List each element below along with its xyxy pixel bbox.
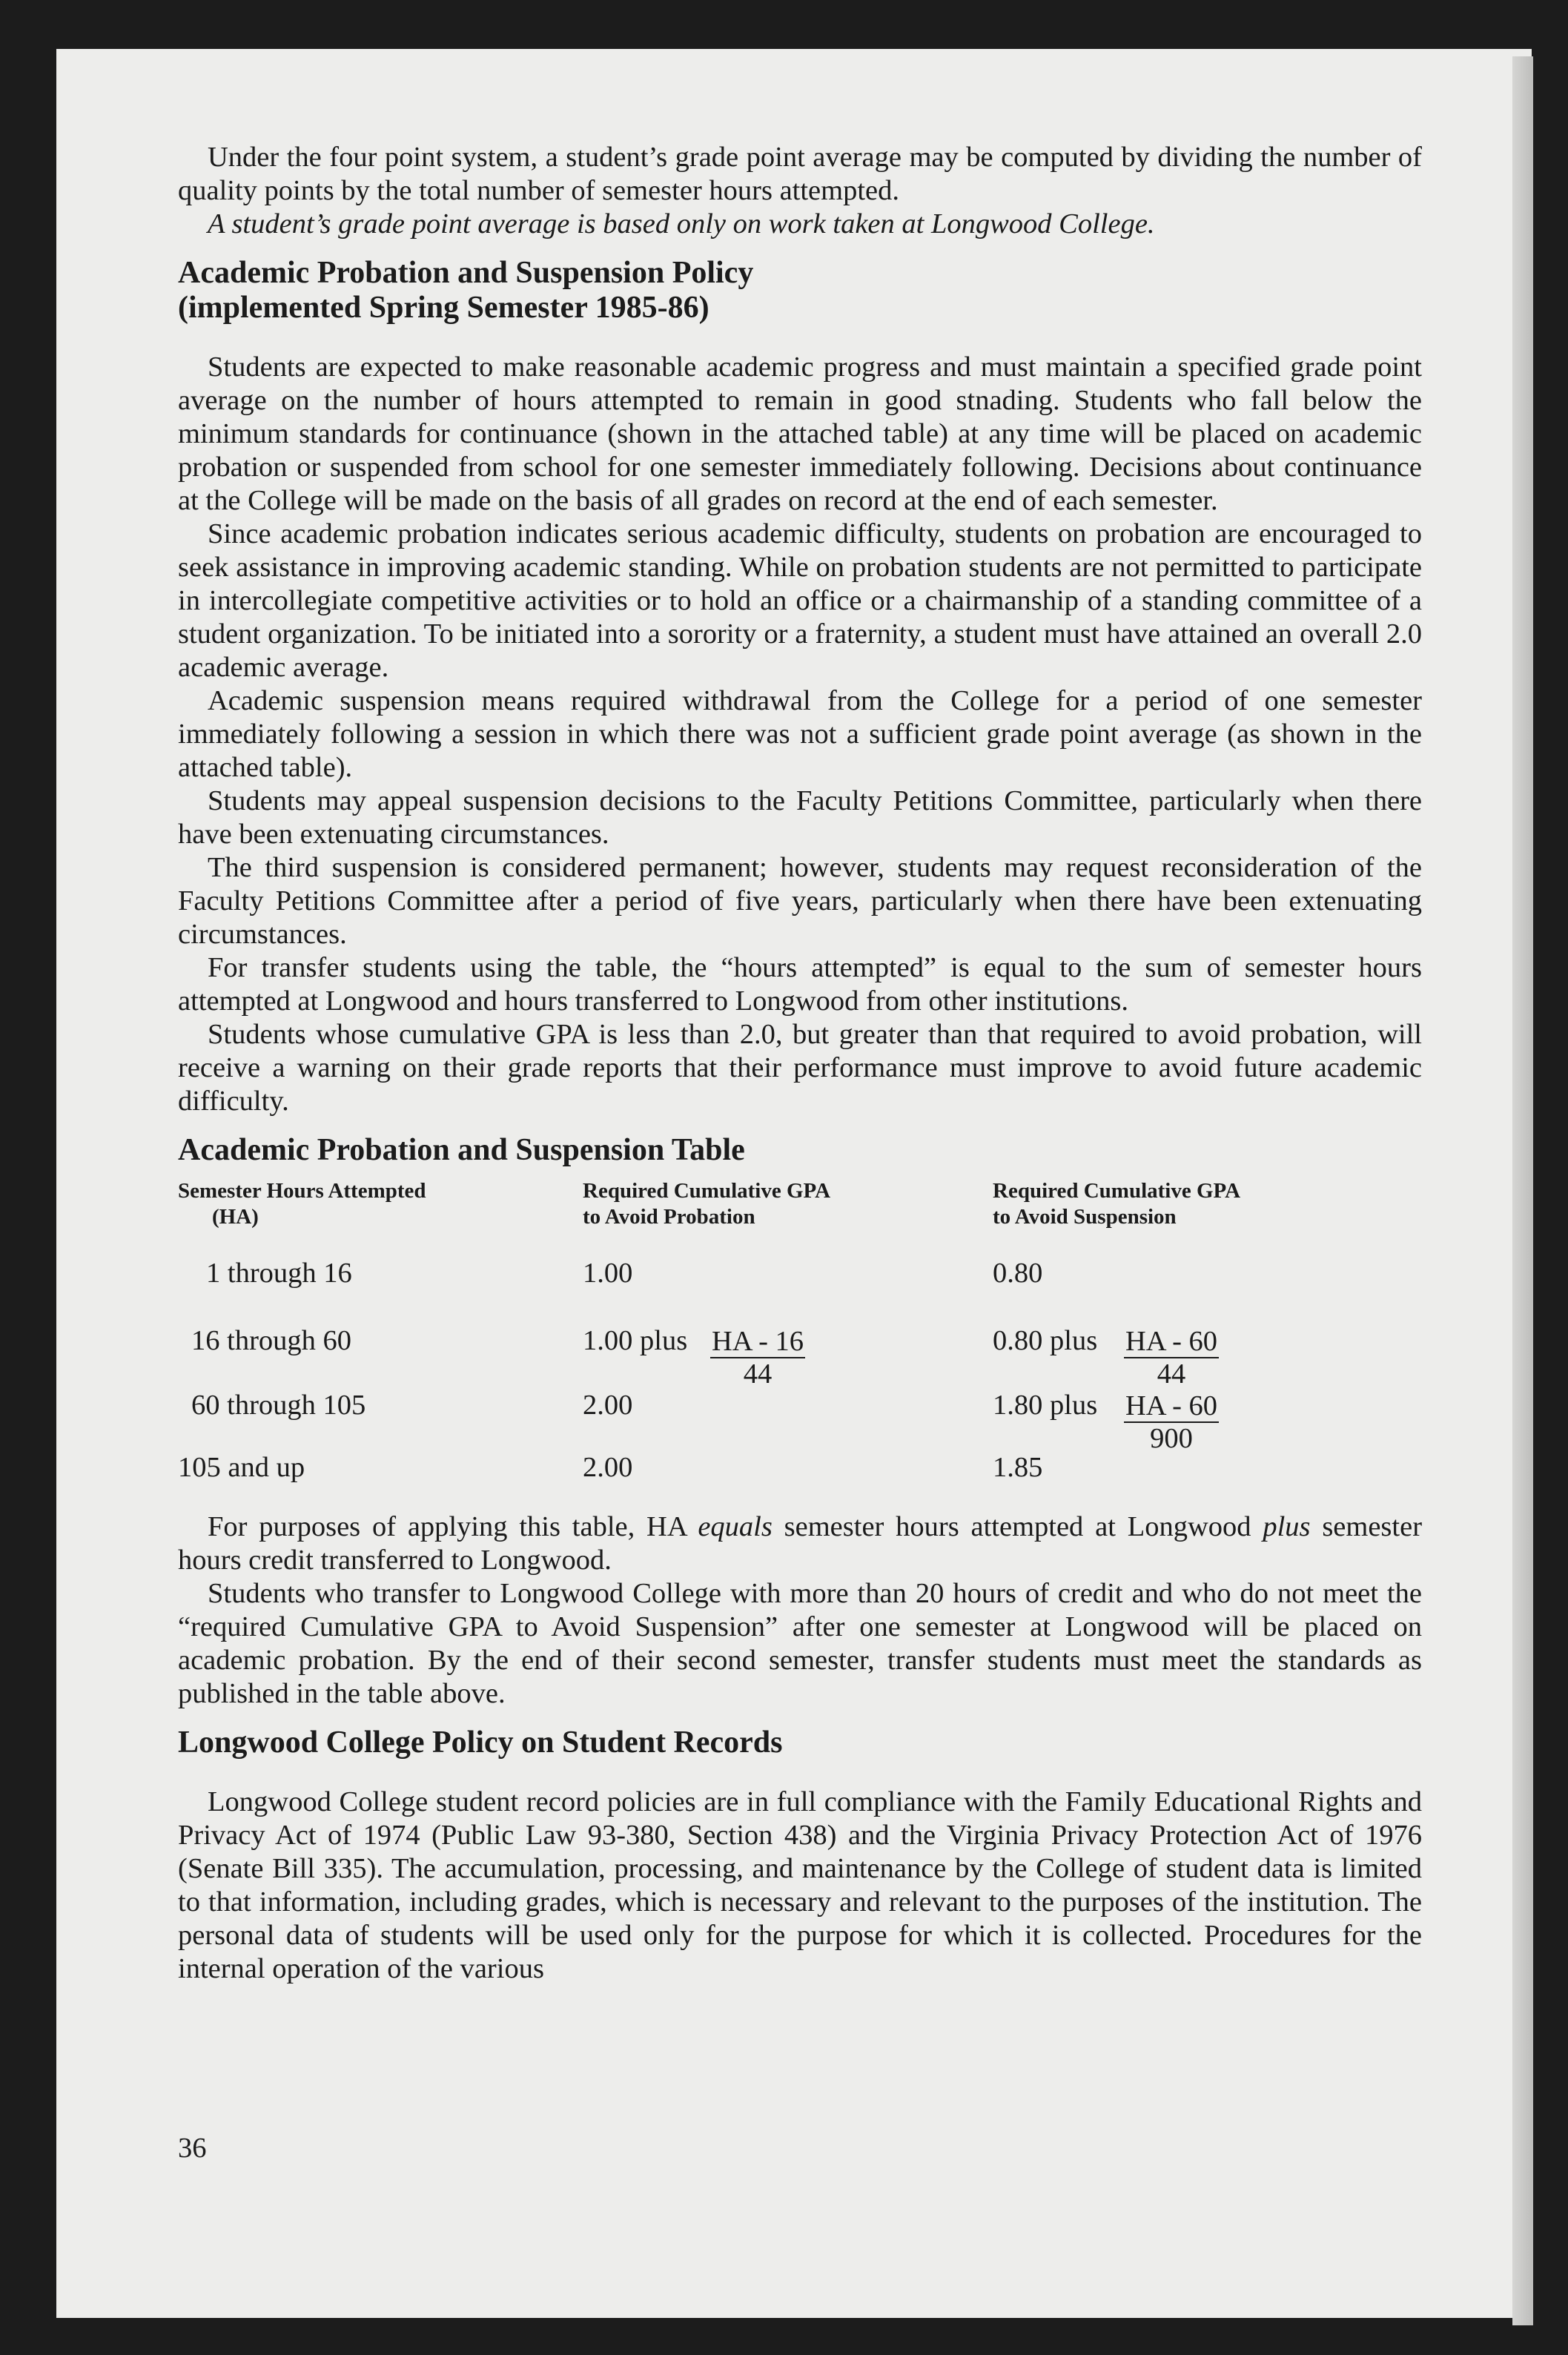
- probation-policy-heading: Academic Probation and Suspension Policy: [178, 256, 754, 290]
- intro-paragraph: Under the four point system, a student’s grade point average may be computed by dividing the number of quality points by the total number of semester hours attempted.: [178, 142, 1422, 206]
- col-hours-title: Semester Hours Attempted: [178, 1179, 426, 1203]
- col-suspension-header: [993, 1178, 1240, 1230]
- probation-policy-subheading: (implemented Spring Semester 1985-86): [178, 291, 709, 325]
- table-cell-hours: 105 and up: [178, 1452, 305, 1483]
- table-cell-hours: 1 through 16: [206, 1258, 352, 1289]
- fraction-denominator: 900: [1150, 1423, 1193, 1454]
- policy-paragraph: The third suspension is considered permanent; however, students may request reconsideration of the Faculty Petitions Committee after a period of five years, particularly when there have been extenuating circumstances.: [178, 852, 1422, 950]
- table-cell-suspension: 1.85: [993, 1452, 1043, 1483]
- page-edge: [1512, 56, 1533, 2325]
- table-cell-probation: 1.00 plus: [583, 1325, 688, 1356]
- policy-paragraph: Students whose cumulative GPA is less than 2.0, but greater than that required to avoid probation, will receive a warning on their grade reports that their performance must improve to avoid future academic difficulty.: [178, 1019, 1422, 1117]
- policy-paragraph: Academic suspension means required withdrawal from the College for a period of one semester immediately following a session in which there was not a sufficient grade point average (as shown in the attached table).: [178, 685, 1422, 783]
- intro-italic-note: A student’s grade point average is based only on work taken at Longwood College.: [208, 208, 1155, 240]
- transfer-paragraph: Students who transfer to Longwood College with more than 20 hours of credit and who do not meet the “required Cumulative GPA to Avoid Suspension” after one semester at Longwood will be placed on academic probation. By the end of their second semester, transfer students must meet the standards as published in the table above.: [178, 1578, 1422, 1709]
- policy-paragraph: For transfer students using the table, the “hours attempted” is equal to the sum of semester hours attempted at Longwood and hours transferred to Longwood from other institutions.: [178, 952, 1422, 1017]
- probation-fraction: [710, 1326, 805, 1390]
- suspension-fraction: [1124, 1390, 1219, 1454]
- page-number: 36: [178, 2133, 207, 2164]
- col-probation-title: Required Cumulative GPA: [583, 1179, 831, 1203]
- policy-paragraph: Students are expected to make reasonable academic progress and must maintain a specified grade point average on the number of hours attempted to remain in good stnading. Students who fall below the minimum standards for continuance (shown in the attached table) at any time will be placed on academic probation or suspended from school for one semester immediately following. Decisions about continuance at the College will be made on the basis of all grades on record at the end of each semester.: [178, 351, 1422, 516]
- fraction-denominator: 44: [1157, 1358, 1186, 1390]
- fraction-numerator: HA - 60: [1125, 1390, 1218, 1421]
- table-header: [178, 1178, 1422, 1239]
- table-cell-hours: 16 through 60: [191, 1325, 352, 1356]
- fraction-numerator: HA - 16: [712, 1326, 804, 1357]
- emphasis-equals: equals: [698, 1511, 773, 1542]
- suspension-fraction: [1124, 1326, 1219, 1390]
- policy-paragraph: Since academic probation indicates serious academic difficulty, students on probation are encouraged to seek assistance in improving academic standing. While on probation students are not permitted to participate in intercollegiate competitive activities or to hold an office or a chairmanship of a standing committee of a student organization. To be initiated into a sorority or a fraternity, a student must have attained an overall 2.0 academic average.: [178, 518, 1422, 683]
- table-cell-probation: 1.00: [583, 1258, 633, 1289]
- table-cell-probation: 2.00: [583, 1390, 633, 1421]
- col-hours-abbrev: (HA): [212, 1205, 259, 1229]
- records-policy-heading: Longwood College Policy on Student Records: [178, 1725, 783, 1760]
- col-suspension-subtitle: to Avoid Suspension: [993, 1205, 1177, 1229]
- page-content: [178, 141, 1422, 1986]
- col-suspension-title: Required Cumulative GPA: [993, 1179, 1241, 1203]
- records-paragraph: Longwood College student record policies are in full compliance with the Family Educational Rights and Privacy Act of 1974 (Public Law 93-380, Section 438) and the Virginia Privacy Protection Act of 1976 (Senate Bill 335). The accumulation, processing, and maintenance by the College of student data is limited to that information, including grades, which is necessary and relevant to the purposes of the institution. The personal data of students will be used only for the purpose for which it is collected. Procedures for the internal operation of the various: [178, 1786, 1422, 1984]
- policy-paragraph: Students may appeal suspension decisions to the Faculty Petitions Committee, particularly when there have been extenuating circumstances.: [178, 785, 1422, 850]
- table-cell-suspension: 1.80 plus: [993, 1390, 1098, 1421]
- col-probation-header: [583, 1178, 830, 1230]
- fraction-numerator: HA - 60: [1125, 1326, 1218, 1357]
- fraction-denominator: 44: [743, 1358, 773, 1390]
- emphasis-plus: plus: [1263, 1511, 1311, 1542]
- table-heading: Academic Probation and Suspension Table: [178, 1133, 745, 1167]
- table-body: [178, 1239, 1422, 1484]
- col-hours-header: [178, 1178, 426, 1230]
- table-cell-suspension: 0.80: [993, 1258, 1043, 1289]
- table-cell-hours: 60 through 105: [191, 1390, 366, 1421]
- col-probation-subtitle: to Avoid Probation: [583, 1205, 755, 1229]
- table-note-paragraph: For purposes of applying this table, HA equals semester hours attempted at Longwood plus semester hours credit transferred to Longwood.: [178, 1511, 1423, 1576]
- table-cell-suspension: 0.80 plus: [993, 1325, 1098, 1356]
- table-cell-probation: 2.00: [583, 1452, 633, 1483]
